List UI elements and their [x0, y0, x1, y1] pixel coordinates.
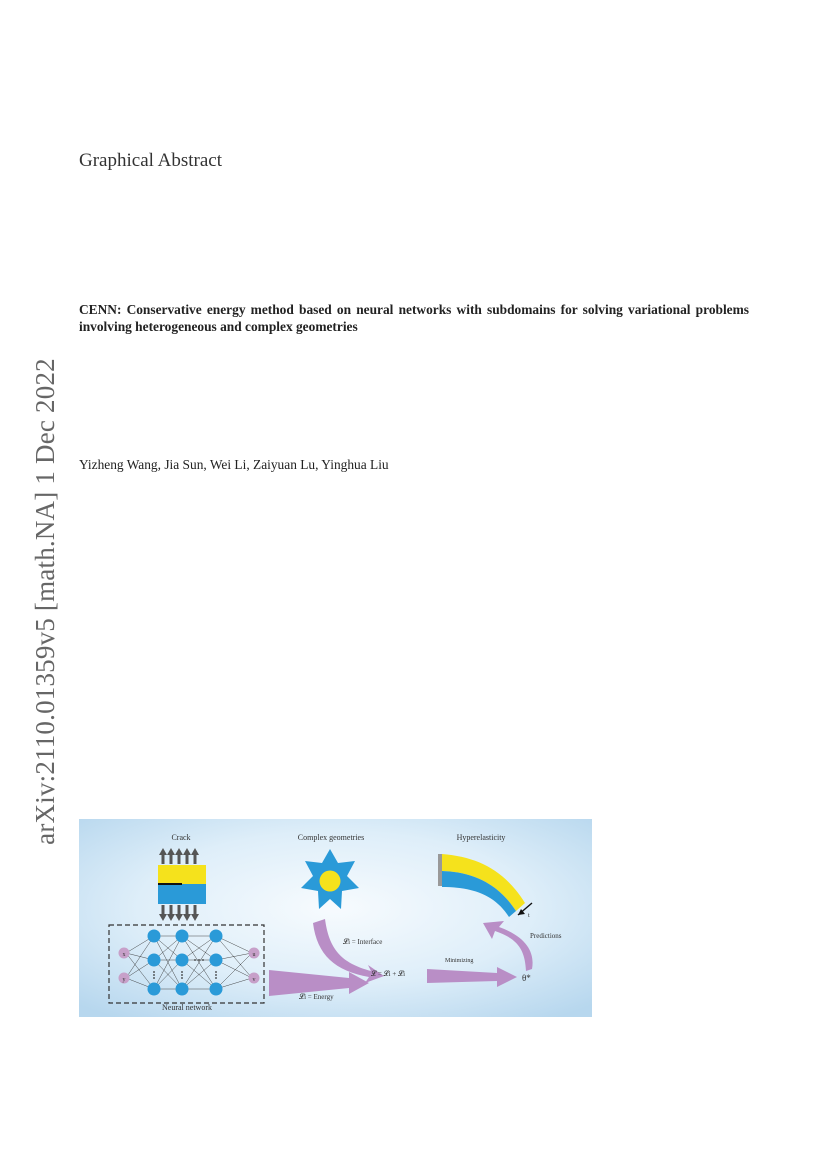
- theta-star-label: θ*: [522, 973, 531, 983]
- input-node-y: y: [122, 977, 126, 983]
- predictions-label: Predictions: [530, 932, 562, 940]
- label-neural-network: Neural network: [162, 1003, 212, 1012]
- label-hyperelasticity: Hyperelasticity: [456, 833, 506, 842]
- arxiv-sidebar: [24, 346, 66, 856]
- total-loss-label: 𝓛 = 𝓛i + 𝓛i: [371, 970, 406, 978]
- label-crack: Crack: [171, 833, 191, 842]
- graphical-abstract-figure: [79, 819, 592, 1017]
- energy-loss-label: 𝓛i = Energy: [299, 993, 334, 1001]
- output-node-u: u: [252, 952, 256, 958]
- author-list: Yizheng Wang, Jia Sun, Wei Li, Zaiyuan Lu, Yinghua Liu: [79, 457, 389, 472]
- minimizing-label: Minimizing: [445, 958, 474, 964]
- section-heading: Graphical Abstract: [79, 150, 222, 171]
- output-node-v: v: [252, 977, 256, 983]
- paper-title: CENN: Conservative energy method based on neural networks with subdomains for solving variational problems involving heterogeneous and complex geometries: [79, 302, 749, 334]
- input-node-x: x: [122, 952, 126, 958]
- arxiv-identifier: arXiv:2110.01359v5 [math.NA] 1 Dec 2022: [29, 357, 60, 845]
- label-complex-geometries: Complex geometries: [297, 833, 365, 842]
- traction-label: t: [528, 913, 530, 919]
- interface-loss-label: 𝓛i = Interface: [343, 938, 383, 946]
